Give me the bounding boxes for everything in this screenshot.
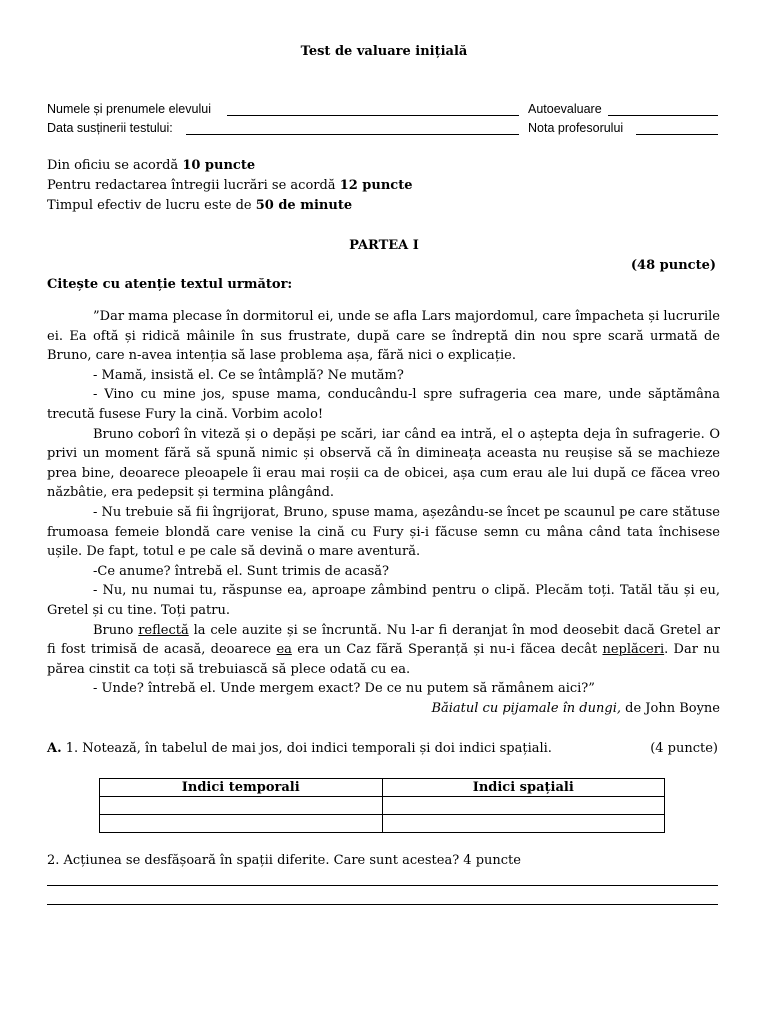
teacher-grade-field[interactable] [636, 134, 718, 135]
passage-paragraph: - Nu trebuie să fii îngrijorat, Bruno, spuse mama, așezându-se încet pe scaunul pe care stătuse frumoasa femeie blondă care venise la cină cu Fury și-i făcuse semn cu mâna când tata închisese ușile. De fapt, totul e pe cale să devină o mare aventură. [47, 504, 720, 560]
answer-cell[interactable] [382, 797, 665, 815]
answer-line[interactable] [47, 885, 718, 886]
table-row [100, 797, 665, 815]
table-header-spatial: Indici spațiali [382, 779, 665, 797]
passage-paragraph: - Nu, nu numai tu, răspunse ea, aproape zâmbind pentru o clipă. Plecăm toți. Tatăl tău și eu, Gretel și cu tine. Toți patru. [47, 583, 720, 618]
part-heading: PARTEA I [349, 238, 419, 253]
underlined-word: ea [276, 642, 292, 658]
info-line-timp: Timpul efectiv de lucru este de 50 de minute [47, 198, 353, 213]
passage-paragraph: Bruno coborî în viteză și o depăși pe scări, iar când ea intră, el o aștepta deja în sufragerie. O privi un moment fără să spună nimic și observă că în dimineața aceasta nu reușise să se machieze prea bine, deoarece pleoapele îi erau mai roșii ca de obicei, așa cum erau ale lui după ce făcea vreo năzbâtie, era pedepsit și termina plângând. [47, 426, 720, 501]
answer-cell[interactable] [100, 815, 383, 833]
teacher-grade-label: Nota profesorului [528, 121, 624, 135]
indici-table [99, 778, 665, 833]
passage-source: Băiatul cu pijamale în dungi, de John Boyne [431, 700, 720, 716]
passage-paragraph: ”Dar mama plecase în dormitorul ei, unde se afla Lars majordomul, care împacheta și lucrurile ei. Ea oftă și ridică mâinile în sus frustrate, după care se îndreptă din nou spre scară urmată de Bruno, care n-avea intenția să lase problema așa, fără nici o explicație. [47, 309, 720, 364]
table-header-temporal: Indici temporali [100, 779, 383, 797]
part-points: (48 puncte) [630, 258, 716, 273]
test-date-field[interactable] [186, 134, 519, 135]
passage-paragraph: - Unde? întrebă el. Unde mergem exact? De ce nu putem să rămânem aici?” [93, 681, 595, 697]
student-name-field[interactable] [227, 115, 519, 116]
self-eval-field[interactable] [608, 115, 718, 116]
question-2: 2. Acțiunea se desfășoară în spații diferite. Care sunt acestea? 4 puncte [47, 853, 521, 868]
question-a1-points: (4 puncte) [650, 741, 718, 756]
passage-paragraph: - Vino cu mine jos, spuse mama, conducându-l spre sufrageria cea mare, unde săptămâna trecută fusese Fury la cină. Vorbim acolo! [47, 387, 720, 422]
info-line-redactare: Pentru redactarea întregii lucrări se acordă 12 puncte [47, 178, 413, 193]
passage-paragraph: -Ce anume? întrebă el. Sunt trimis de acasă? [93, 563, 389, 579]
answer-cell[interactable] [382, 815, 665, 833]
answer-cell[interactable] [100, 797, 383, 815]
self-eval-label: Autoevaluare [528, 102, 602, 116]
test-date-label: Data susținerii testului: [47, 121, 173, 135]
info-line-oficiu: Din oficiu se acordă 10 puncte [47, 158, 256, 173]
question-a1: A. 1. Notează, în tabelul de mai jos, doi indici temporali și doi indici spațiali. [47, 741, 552, 756]
table-row [100, 815, 665, 833]
reading-passage [47, 307, 720, 718]
student-name-label: Numele și prenumele elevului [47, 102, 211, 116]
answer-line[interactable] [47, 904, 718, 905]
underlined-word: neplăceri [602, 642, 665, 658]
reading-instruction: Citește cu atenție textul următor: [47, 277, 293, 292]
page-title: Test de valuare inițială [300, 44, 468, 59]
passage-paragraph: Bruno reflectă la cele auzite și se încruntă. Nu l-ar fi deranjat în mod deosebit dacă Gretel ar fi fost trimisă de acasă, deoarece ea era un Caz fără Speranță și nu-i făcea decât neplăceri. Dar nu părea cinstit ca toți să trebuiască să plece odată cu ea. [47, 622, 721, 677]
passage-paragraph: - Mamă, insistă el. Ce se întâmplă? Ne mutăm? [93, 367, 404, 383]
underlined-word: reflectă [138, 622, 189, 638]
